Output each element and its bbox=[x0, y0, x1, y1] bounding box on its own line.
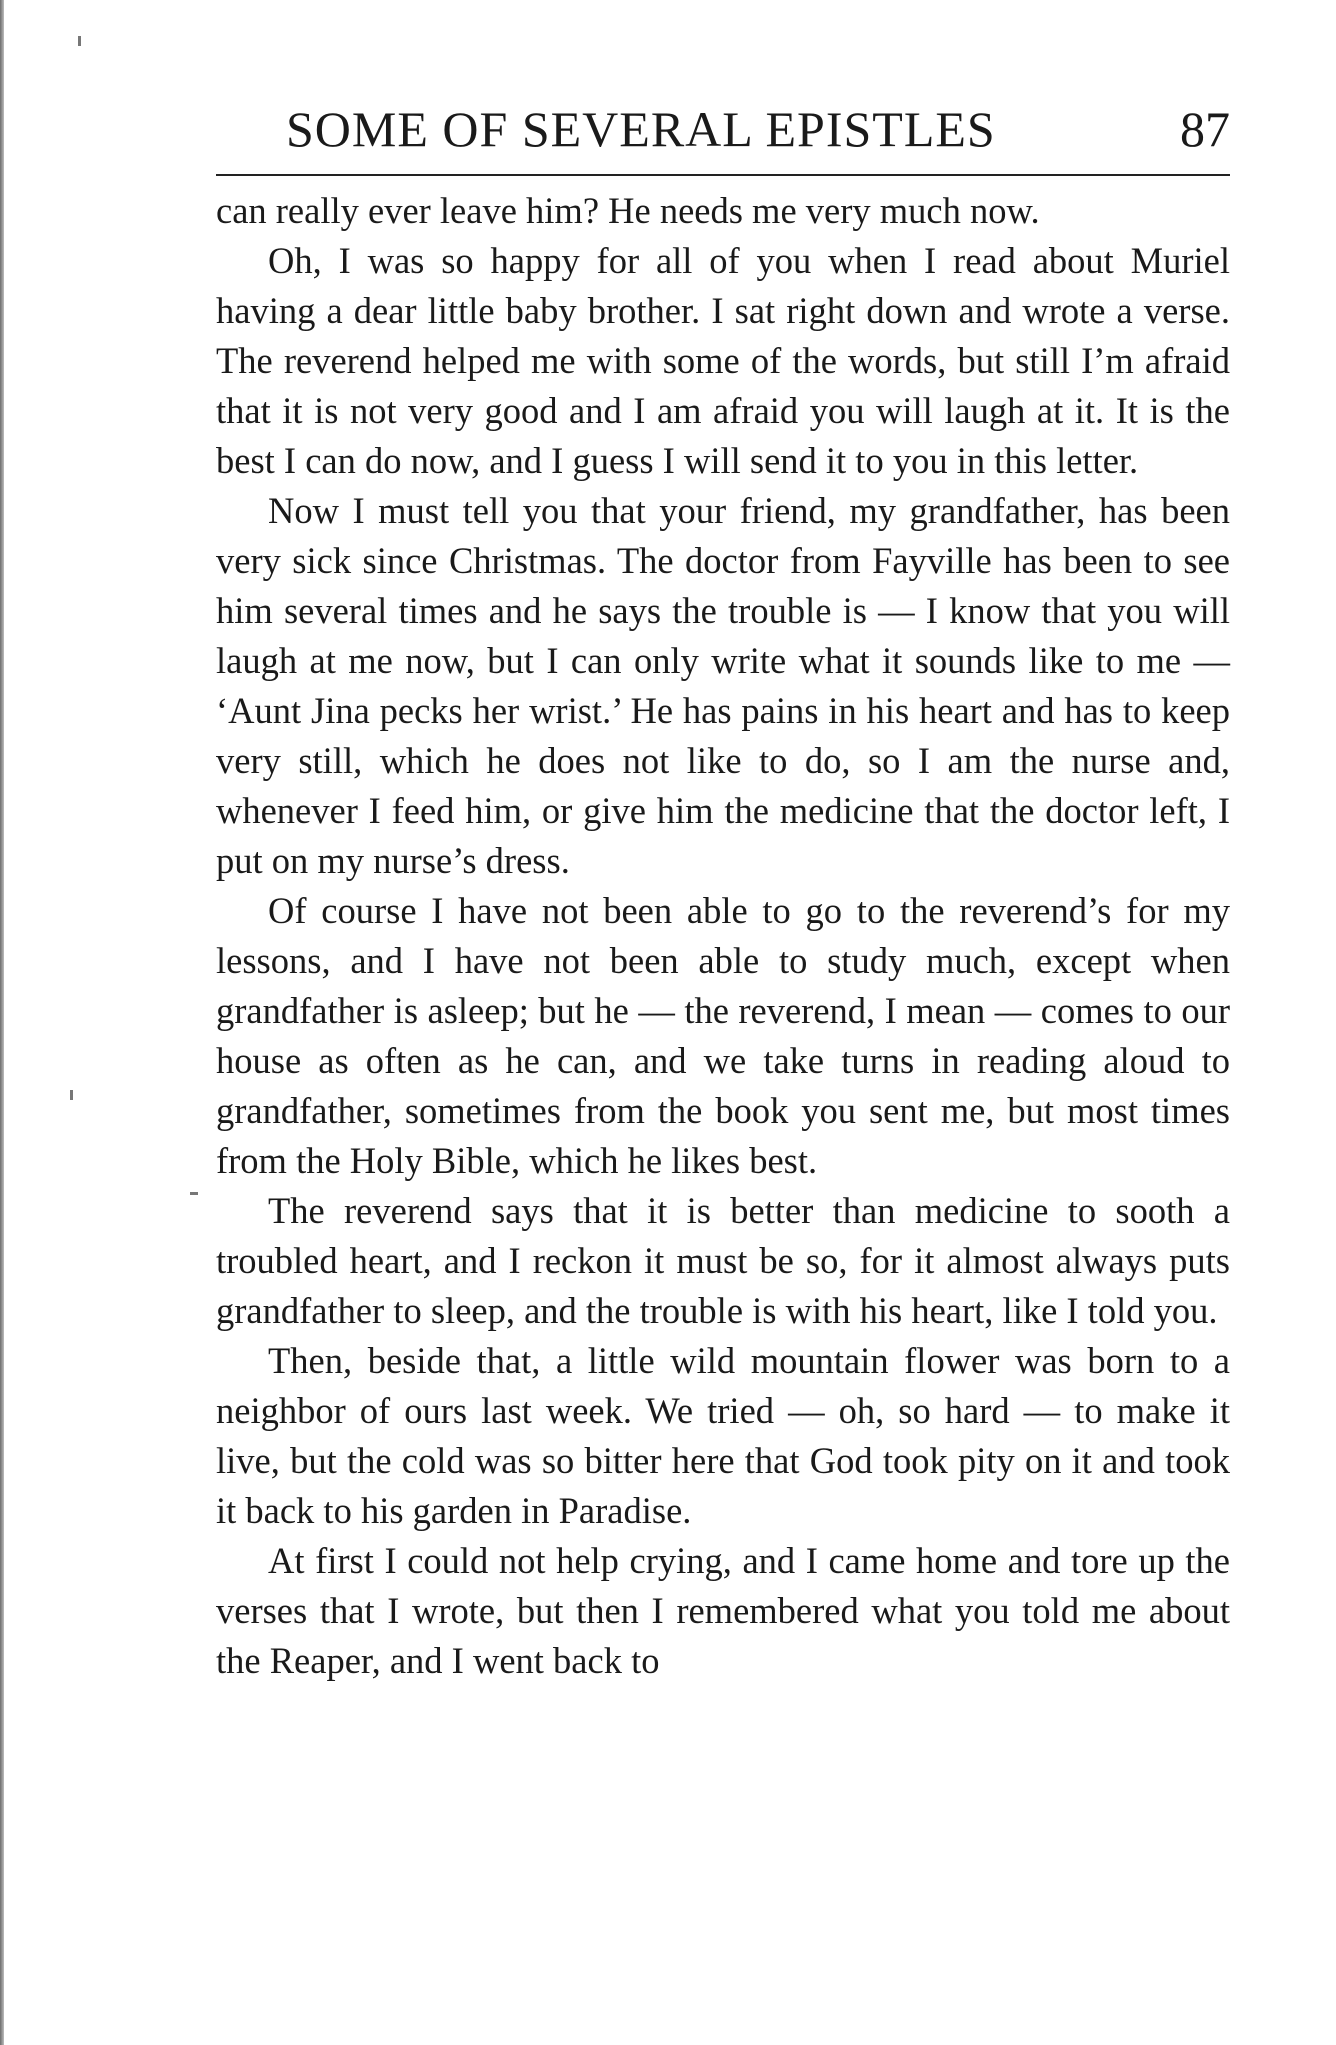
running-head: SOME OF SEVERAL EPISTLES bbox=[286, 101, 996, 157]
paragraph: Now I must tell you that your friend, my grandfather, has been very sick since Christmas. The doctor from Fayville has been to see him several times and he says the trouble is — I know that you will laugh at me now, but I can only write what it sounds like to me — ‘Aunt Jina pecks her wrist.’ He has pains in his heart and has to keep very still, which he does not like to do, so I am the nurse and, whenever I feed him, or give him the medicine that the doctor left, I put on my nurse’s dress. bbox=[216, 490, 1230, 881]
paragraph: Oh, I was so happy for all of you when I read about Muriel having a dear little baby brother. I sat right down and wrote a verse. The reverend helped me with some of the words, but still I’m afraid that it is not very good and I am afraid you will laugh at it. It is the best I can do now, and I guess I will send it to you in this letter. bbox=[216, 240, 1230, 481]
margin-mark bbox=[78, 36, 81, 46]
paragraph: At first I could not help crying, and I came home and tore up the verses that I wrote, but then I remembered what you told me about the Reaper, and I went back to bbox=[216, 1540, 1230, 1681]
page-header bbox=[216, 100, 1230, 160]
paragraph: can really ever leave him? He needs me very much now. bbox=[216, 190, 1040, 231]
paragraph: Of course I have not been able to go to the reverend’s for my lessons, and I have not been able to study much, except when grandfather is asleep; but he — the reverend, I mean — comes to our house as often as he can, and we take turns in reading aloud to grandfather, sometimes from the book you sent me, but most times from the Holy Bible, which he likes best. bbox=[216, 890, 1230, 1181]
page-binding-edge bbox=[0, 0, 4, 2045]
margin-mark bbox=[70, 1090, 73, 1100]
margin-mark bbox=[190, 1192, 198, 1195]
paragraph: The reverend says that it is better than medicine to sooth a troubled heart, and I reckon it must be so, for it almost always puts grandfather to sleep, and the trouble is with his heart, like I told you. bbox=[216, 1190, 1230, 1331]
page-number: 87 bbox=[1180, 101, 1230, 157]
paragraph: Then, beside that, a little wild mountain flower was born to a neighbor of ours last week. We tried — oh, so hard — to make it live, but the cold was so bitter here that God took pity on it and took it back to his garden in Paradise. bbox=[216, 1340, 1230, 1531]
header-rule bbox=[216, 174, 1230, 176]
body-text bbox=[216, 186, 1230, 1686]
